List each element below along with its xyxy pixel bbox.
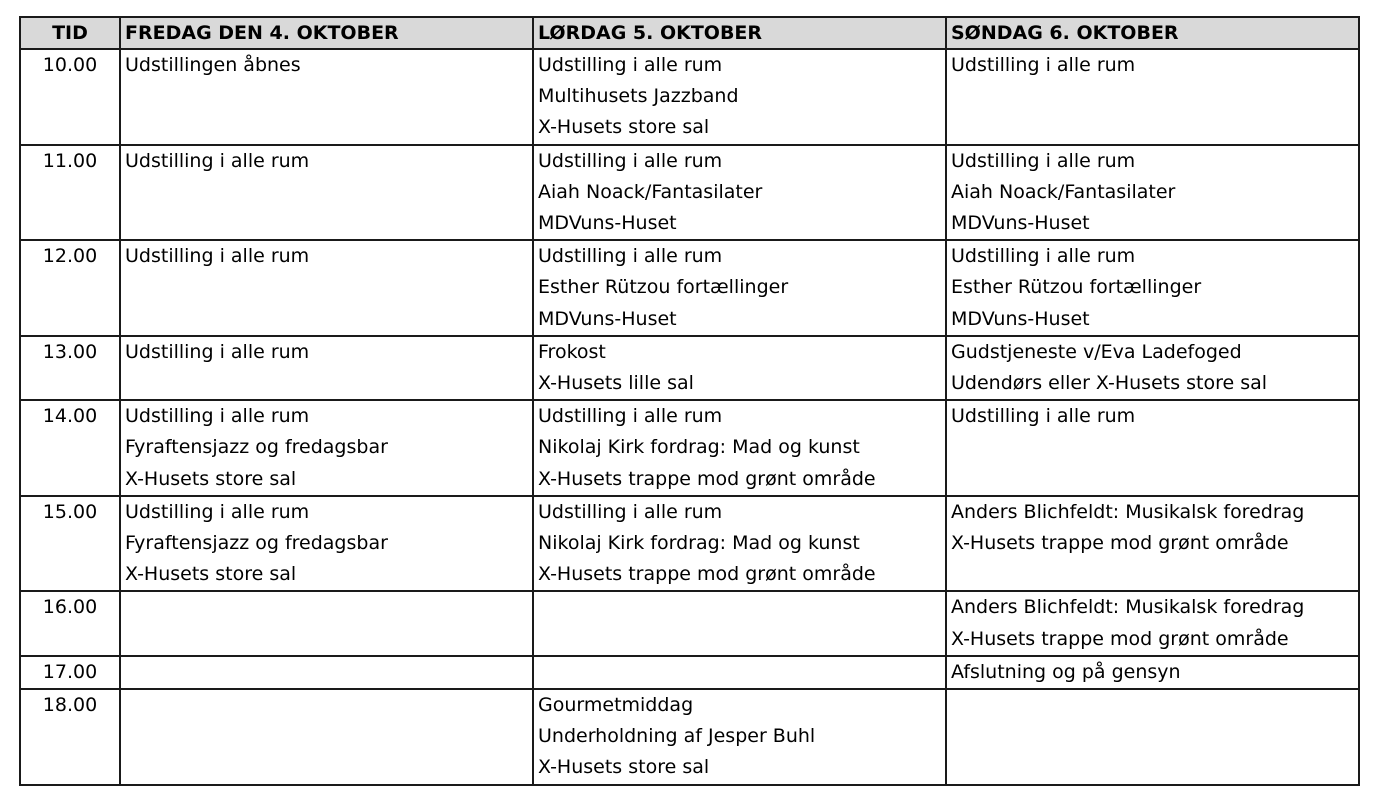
event-line: Nikolaj Kirk fordrag: Mad og kunst — [538, 436, 860, 459]
event-line: Udstilling i alle rum — [538, 245, 723, 268]
event-line: Udstilling i alle rum — [951, 54, 1136, 76]
event-line: Gourmetmiddag — [538, 693, 694, 716]
time-cell — [20, 49, 120, 145]
sunday-cell — [946, 49, 1359, 145]
friday-cell — [120, 591, 533, 655]
event-line: X-Husets trappe mod grønt område — [538, 563, 876, 586]
table-row — [20, 656, 1359, 689]
saturday-cell — [533, 145, 946, 241]
time-cell — [20, 496, 120, 592]
event-line: X-Husets store sal — [538, 116, 710, 139]
time-cell — [20, 240, 120, 336]
schedule-header — [20, 17, 1359, 49]
sunday-cell — [946, 496, 1359, 592]
event-line: MDVuns-Huset — [951, 307, 1090, 330]
header-time: TID — [20, 17, 120, 49]
sunday-cell — [946, 400, 1359, 496]
sunday-cell — [946, 656, 1359, 689]
time-label: 10.00 — [42, 54, 98, 76]
event-line: Udstilling i alle rum — [951, 149, 1136, 172]
event-line: Udstilling i alle rum — [538, 54, 723, 76]
saturday-cell — [533, 240, 946, 336]
saturday-cell — [533, 400, 946, 496]
sunday-cell — [946, 145, 1359, 241]
table-row — [20, 689, 1359, 785]
event-line: Aiah Noack/Fantasilater — [538, 180, 763, 203]
event-line: Udstilling i alle rum — [125, 405, 310, 428]
friday-cell — [120, 49, 533, 145]
time-label: 15.00 — [42, 500, 98, 523]
header-row — [20, 17, 1359, 49]
event-line: Nikolaj Kirk fordrag: Mad og kunst — [538, 531, 860, 554]
event-line: Udstilling i alle rum — [538, 149, 723, 172]
time-cell — [20, 656, 120, 689]
table-row — [20, 591, 1359, 655]
header-friday: FREDAG DEN 4. OKTOBER — [120, 17, 533, 49]
event-line: Underholdning af Jesper Buhl — [538, 725, 816, 748]
event-line: X-Husets lille sal — [538, 371, 694, 394]
friday-cell — [120, 240, 533, 336]
friday-cell — [120, 145, 533, 241]
table-row — [20, 496, 1359, 592]
time-cell — [20, 336, 120, 400]
table-row — [20, 49, 1359, 145]
event-line: X-Husets trappe mod grønt område — [951, 627, 1289, 650]
saturday-cell — [533, 336, 946, 400]
friday-cell — [120, 656, 533, 689]
time-label: 12.00 — [42, 245, 98, 268]
event-line: Aiah Noack/Fantasilater — [951, 180, 1176, 203]
event-line: Udstilling i alle rum — [125, 149, 310, 172]
event-line: Gudstjeneste v/Eva Ladefoged — [951, 340, 1242, 363]
friday-cell — [120, 336, 533, 400]
event-line: Multihusets Jazzband — [538, 85, 739, 108]
event-line: Anders Blichfeldt: Musikalsk foredrag — [951, 596, 1305, 619]
event-line: Frokost — [538, 340, 606, 363]
event-line: X-Husets store sal — [125, 467, 297, 490]
saturday-cell — [533, 49, 946, 145]
event-line: Udstilling i alle rum — [125, 500, 310, 523]
event-line: Udendørs eller X-Husets store sal — [951, 371, 1268, 394]
header-saturday: LØRDAG 5. OKTOBER — [533, 17, 946, 49]
time-cell — [20, 591, 120, 655]
sunday-cell — [946, 336, 1359, 400]
table-row — [20, 400, 1359, 496]
event-line: X-Husets store sal — [538, 756, 710, 779]
event-line: Udstilling i alle rum — [125, 245, 310, 268]
sunday-cell — [946, 689, 1359, 785]
event-line: X-Husets trappe mod grønt område — [951, 531, 1289, 554]
saturday-cell — [533, 656, 946, 689]
schedule-table — [19, 16, 1360, 786]
event-line: Udstilling i alle rum — [951, 405, 1136, 428]
table-row — [20, 145, 1359, 241]
event-line: Anders Blichfeldt: Musikalsk foredrag — [951, 500, 1305, 523]
event-line: Afslutning og på gensyn — [951, 660, 1181, 683]
table-row — [20, 240, 1359, 336]
time-label: 13.00 — [42, 340, 98, 363]
sunday-cell — [946, 591, 1359, 655]
saturday-cell — [533, 591, 946, 655]
time-label: 17.00 — [42, 660, 98, 683]
table-row — [20, 336, 1359, 400]
time-cell — [20, 689, 120, 785]
event-line: Fyraftensjazz og fredagsbar — [125, 531, 388, 554]
saturday-cell — [533, 689, 946, 785]
friday-cell — [120, 496, 533, 592]
time-cell — [20, 400, 120, 496]
friday-cell — [120, 689, 533, 785]
friday-cell — [120, 400, 533, 496]
time-cell — [20, 145, 120, 241]
event-line: Udstilling i alle rum — [125, 340, 310, 363]
saturday-cell — [533, 496, 946, 592]
event-line: Udstilling i alle rum — [951, 245, 1136, 268]
sunday-cell — [946, 240, 1359, 336]
time-label: 16.00 — [42, 596, 98, 619]
event-line: Esther Rützou fortællinger — [951, 276, 1202, 299]
header-sunday: SØNDAG 6. OKTOBER — [946, 17, 1359, 49]
time-label: 14.00 — [42, 405, 98, 428]
event-line: Fyraftensjazz og fredagsbar — [125, 436, 388, 459]
schedule-body — [20, 49, 1359, 785]
event-line: MDVuns-Huset — [538, 211, 677, 234]
event-line: X-Husets store sal — [125, 563, 297, 586]
event-line: MDVuns-Huset — [951, 211, 1090, 234]
time-label: 11.00 — [42, 149, 98, 172]
event-line: X-Husets trappe mod grønt område — [538, 467, 876, 490]
event-line: Udstilling i alle rum — [538, 405, 723, 428]
event-line: Udstilling i alle rum — [538, 500, 723, 523]
event-line: MDVuns-Huset — [538, 307, 677, 330]
time-label: 18.00 — [42, 693, 98, 716]
event-line: Udstillingen åbnes — [125, 54, 301, 76]
event-line: Esther Rützou fortællinger — [538, 276, 789, 299]
